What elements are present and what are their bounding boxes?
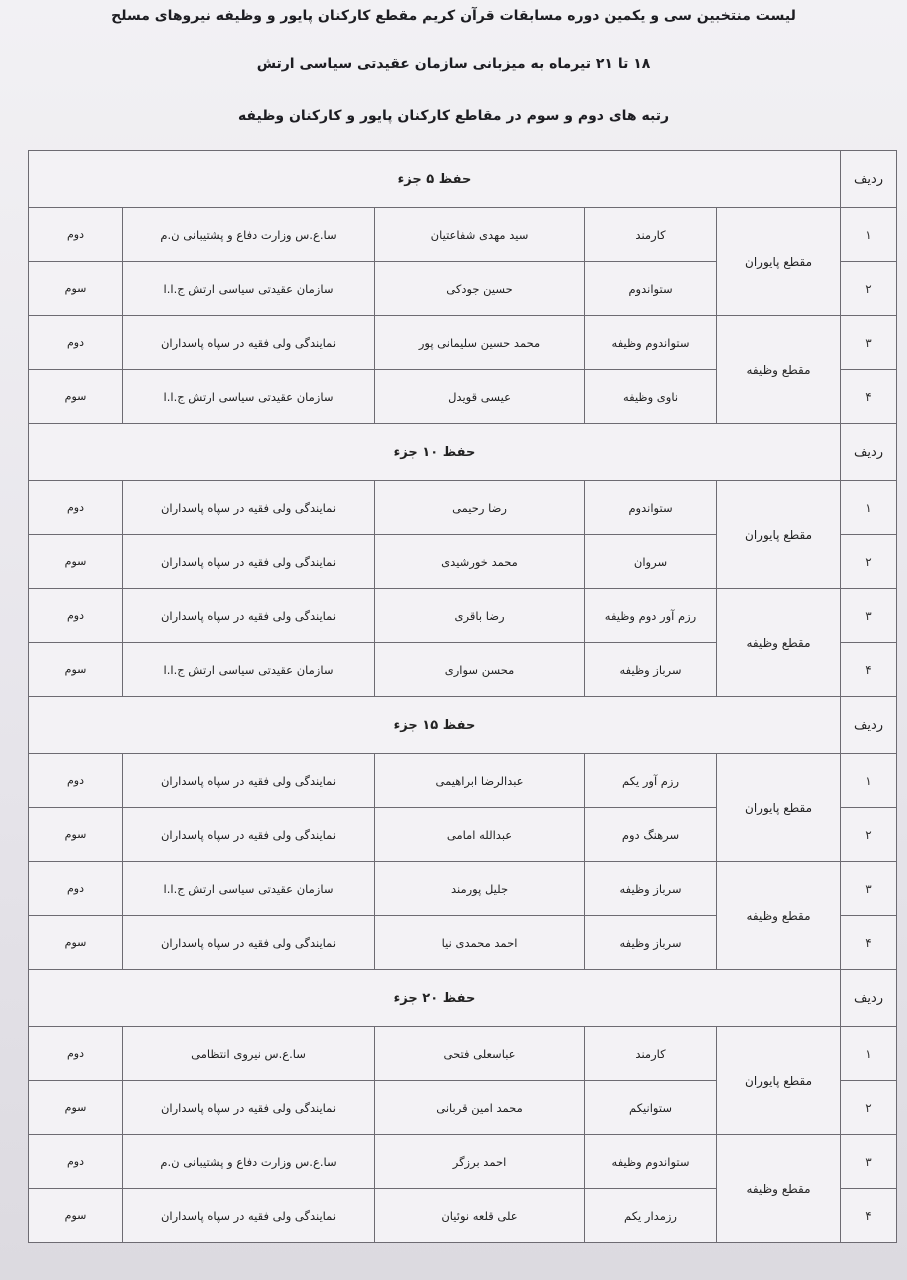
table-row: [29, 589, 897, 643]
rank-title-cell: کارمند: [585, 208, 717, 262]
row-number: ۳: [841, 316, 897, 370]
organization-cell: نمایندگی ولی فقیه در سپاه پاسداران: [123, 535, 375, 589]
section-title: حفظ ۲۰ جزء: [29, 970, 841, 1027]
rank-title-cell: سرهنگ دوم: [585, 808, 717, 862]
table-row: [29, 316, 897, 370]
row-number: ۴: [841, 1189, 897, 1243]
rank-cell: سوم: [29, 370, 123, 424]
table-row: [29, 754, 897, 808]
table-row: [29, 1027, 897, 1081]
row-number: ۱: [841, 208, 897, 262]
rank-cell: سوم: [29, 643, 123, 697]
row-number: ۳: [841, 589, 897, 643]
organization-cell: سازمان عقیدتی سیاسی ارتش ج.ا.ا: [123, 643, 375, 697]
name-cell: رضا رحیمی: [375, 481, 585, 535]
organization-cell: نمایندگی ولی فقیه در سپاه پاسداران: [123, 316, 375, 370]
name-cell: محسن سواری: [375, 643, 585, 697]
rank-title-cell: ستواندوم وظیفه: [585, 316, 717, 370]
rank-cell: دوم: [29, 754, 123, 808]
radif-header: ردیف: [841, 697, 897, 754]
organization-cell: نمایندگی ولی فقیه در سپاه پاسداران: [123, 481, 375, 535]
name-cell: رضا باقری: [375, 589, 585, 643]
organization-cell: نمایندگی ولی فقیه در سپاه پاسداران: [123, 916, 375, 970]
rank-cell: سوم: [29, 1081, 123, 1135]
row-number: ۲: [841, 1081, 897, 1135]
row-number: ۳: [841, 1135, 897, 1189]
section-header-row: [29, 151, 897, 208]
rank-cell: دوم: [29, 862, 123, 916]
document-title: لیست منتخبین سی و یکمین دوره مسابقات قرآن کریم مقطع کارکنان پایور و وظیفه نیروهای مسلح: [111, 8, 796, 24]
row-number: ۳: [841, 862, 897, 916]
rank-cell: دوم: [29, 316, 123, 370]
rank-title-cell: سرباز وظیفه: [585, 643, 717, 697]
rank-title-cell: رزم آور دوم وظیفه: [585, 589, 717, 643]
row-number: ۱: [841, 1027, 897, 1081]
organization-cell: نمایندگی ولی فقیه در سپاه پاسداران: [123, 589, 375, 643]
name-cell: جلیل پورمند: [375, 862, 585, 916]
rank-cell: دوم: [29, 1027, 123, 1081]
row-number: ۲: [841, 808, 897, 862]
organization-cell: سازمان عقیدتی سیاسی ارتش ج.ا.ا: [123, 262, 375, 316]
rank-title-cell: ستواندوم وظیفه: [585, 1135, 717, 1189]
organization-cell: سازمان عقیدتی سیاسی ارتش ج.ا.ا: [123, 862, 375, 916]
organization-cell: سا.ع.س وزارت دفاع و پشتیبانی ن.م: [123, 208, 375, 262]
name-cell: سید مهدی شفاعتیان: [375, 208, 585, 262]
row-number: ۱: [841, 754, 897, 808]
group-label: مقطع پایوران: [717, 1027, 841, 1135]
name-cell: محمد خورشیدی: [375, 535, 585, 589]
section-title: حفظ ۵ جزء: [29, 151, 841, 208]
name-cell: علی قلعه نوئیان: [375, 1189, 585, 1243]
section-header-row: [29, 970, 897, 1027]
table-row: [29, 208, 897, 262]
rank-cell: دوم: [29, 589, 123, 643]
group-label: مقطع وظیفه: [717, 589, 841, 697]
section-header-row: [29, 697, 897, 754]
name-cell: عبدالرضا ابراهیمی: [375, 754, 585, 808]
organization-cell: سازمان عقیدتی سیاسی ارتش ج.ا.ا: [123, 370, 375, 424]
row-number: ۱: [841, 481, 897, 535]
rank-cell: دوم: [29, 481, 123, 535]
row-number: ۲: [841, 535, 897, 589]
table-row: [29, 1135, 897, 1189]
organization-cell: نمایندگی ولی فقیه در سپاه پاسداران: [123, 754, 375, 808]
rank-cell: سوم: [29, 262, 123, 316]
row-number: ۴: [841, 643, 897, 697]
radif-header: ردیف: [841, 151, 897, 208]
name-cell: عباسعلی فتحی: [375, 1027, 585, 1081]
rank-title-cell: سرباز وظیفه: [585, 862, 717, 916]
winners-table: [28, 150, 897, 1243]
radif-header: ردیف: [841, 970, 897, 1027]
section-title: حفظ ۱۵ جزء: [29, 697, 841, 754]
table-row: [29, 862, 897, 916]
group-label: مقطع پایوران: [717, 208, 841, 316]
name-cell: محمد امین قربانی: [375, 1081, 585, 1135]
group-label: مقطع پایوران: [717, 481, 841, 589]
table-row: [29, 481, 897, 535]
organization-cell: نمایندگی ولی فقیه در سپاه پاسداران: [123, 808, 375, 862]
rank-title-cell: ستواندوم: [585, 262, 717, 316]
rank-cell: دوم: [29, 208, 123, 262]
rank-cell: سوم: [29, 808, 123, 862]
section-header-row: [29, 424, 897, 481]
group-label: مقطع پایوران: [717, 754, 841, 862]
rank-cell: سوم: [29, 535, 123, 589]
name-cell: احمد محمدی نیا: [375, 916, 585, 970]
rank-title-cell: ناوی وظیفه: [585, 370, 717, 424]
rank-cell: سوم: [29, 916, 123, 970]
rank-title-cell: سرباز وظیفه: [585, 916, 717, 970]
organization-cell: نمایندگی ولی فقیه در سپاه پاسداران: [123, 1189, 375, 1243]
row-number: ۴: [841, 370, 897, 424]
name-cell: عیسی قویدل: [375, 370, 585, 424]
rank-title-cell: سروان: [585, 535, 717, 589]
group-label: مقطع وظیفه: [717, 862, 841, 970]
organization-cell: نمایندگی ولی فقیه در سپاه پاسداران: [123, 1081, 375, 1135]
rank-cell: دوم: [29, 1135, 123, 1189]
rank-title-cell: رزمدار یکم: [585, 1189, 717, 1243]
name-cell: عبدالله امامی: [375, 808, 585, 862]
rank-title-cell: کارمند: [585, 1027, 717, 1081]
radif-header: ردیف: [841, 424, 897, 481]
name-cell: احمد برزگر: [375, 1135, 585, 1189]
organization-cell: سا.ع.س نیروی انتظامی: [123, 1027, 375, 1081]
document-section-caption: رتبه های دوم و سوم در مقاطع کارکنان پایور و کارکنان وظیفه: [237, 108, 670, 124]
name-cell: حسین جودکی: [375, 262, 585, 316]
document-subtitle: ۱۸ تا ۲۱ تیرماه به میزبانی سازمان عقیدتی سیاسی ارتش: [256, 56, 651, 72]
row-number: ۴: [841, 916, 897, 970]
name-cell: محمد حسین سلیمانی پور: [375, 316, 585, 370]
rank-title-cell: رزم آور یکم: [585, 754, 717, 808]
rank-title-cell: ستواندوم: [585, 481, 717, 535]
group-label: مقطع وظیفه: [717, 1135, 841, 1243]
group-label: مقطع وظیفه: [717, 316, 841, 424]
rank-title-cell: ستوانیکم: [585, 1081, 717, 1135]
section-title: حفظ ۱۰ جزء: [29, 424, 841, 481]
row-number: ۲: [841, 262, 897, 316]
document-header: [0, 0, 907, 156]
rank-cell: سوم: [29, 1189, 123, 1243]
organization-cell: سا.ع.س وزارت دفاع و پشتیبانی ن.م: [123, 1135, 375, 1189]
